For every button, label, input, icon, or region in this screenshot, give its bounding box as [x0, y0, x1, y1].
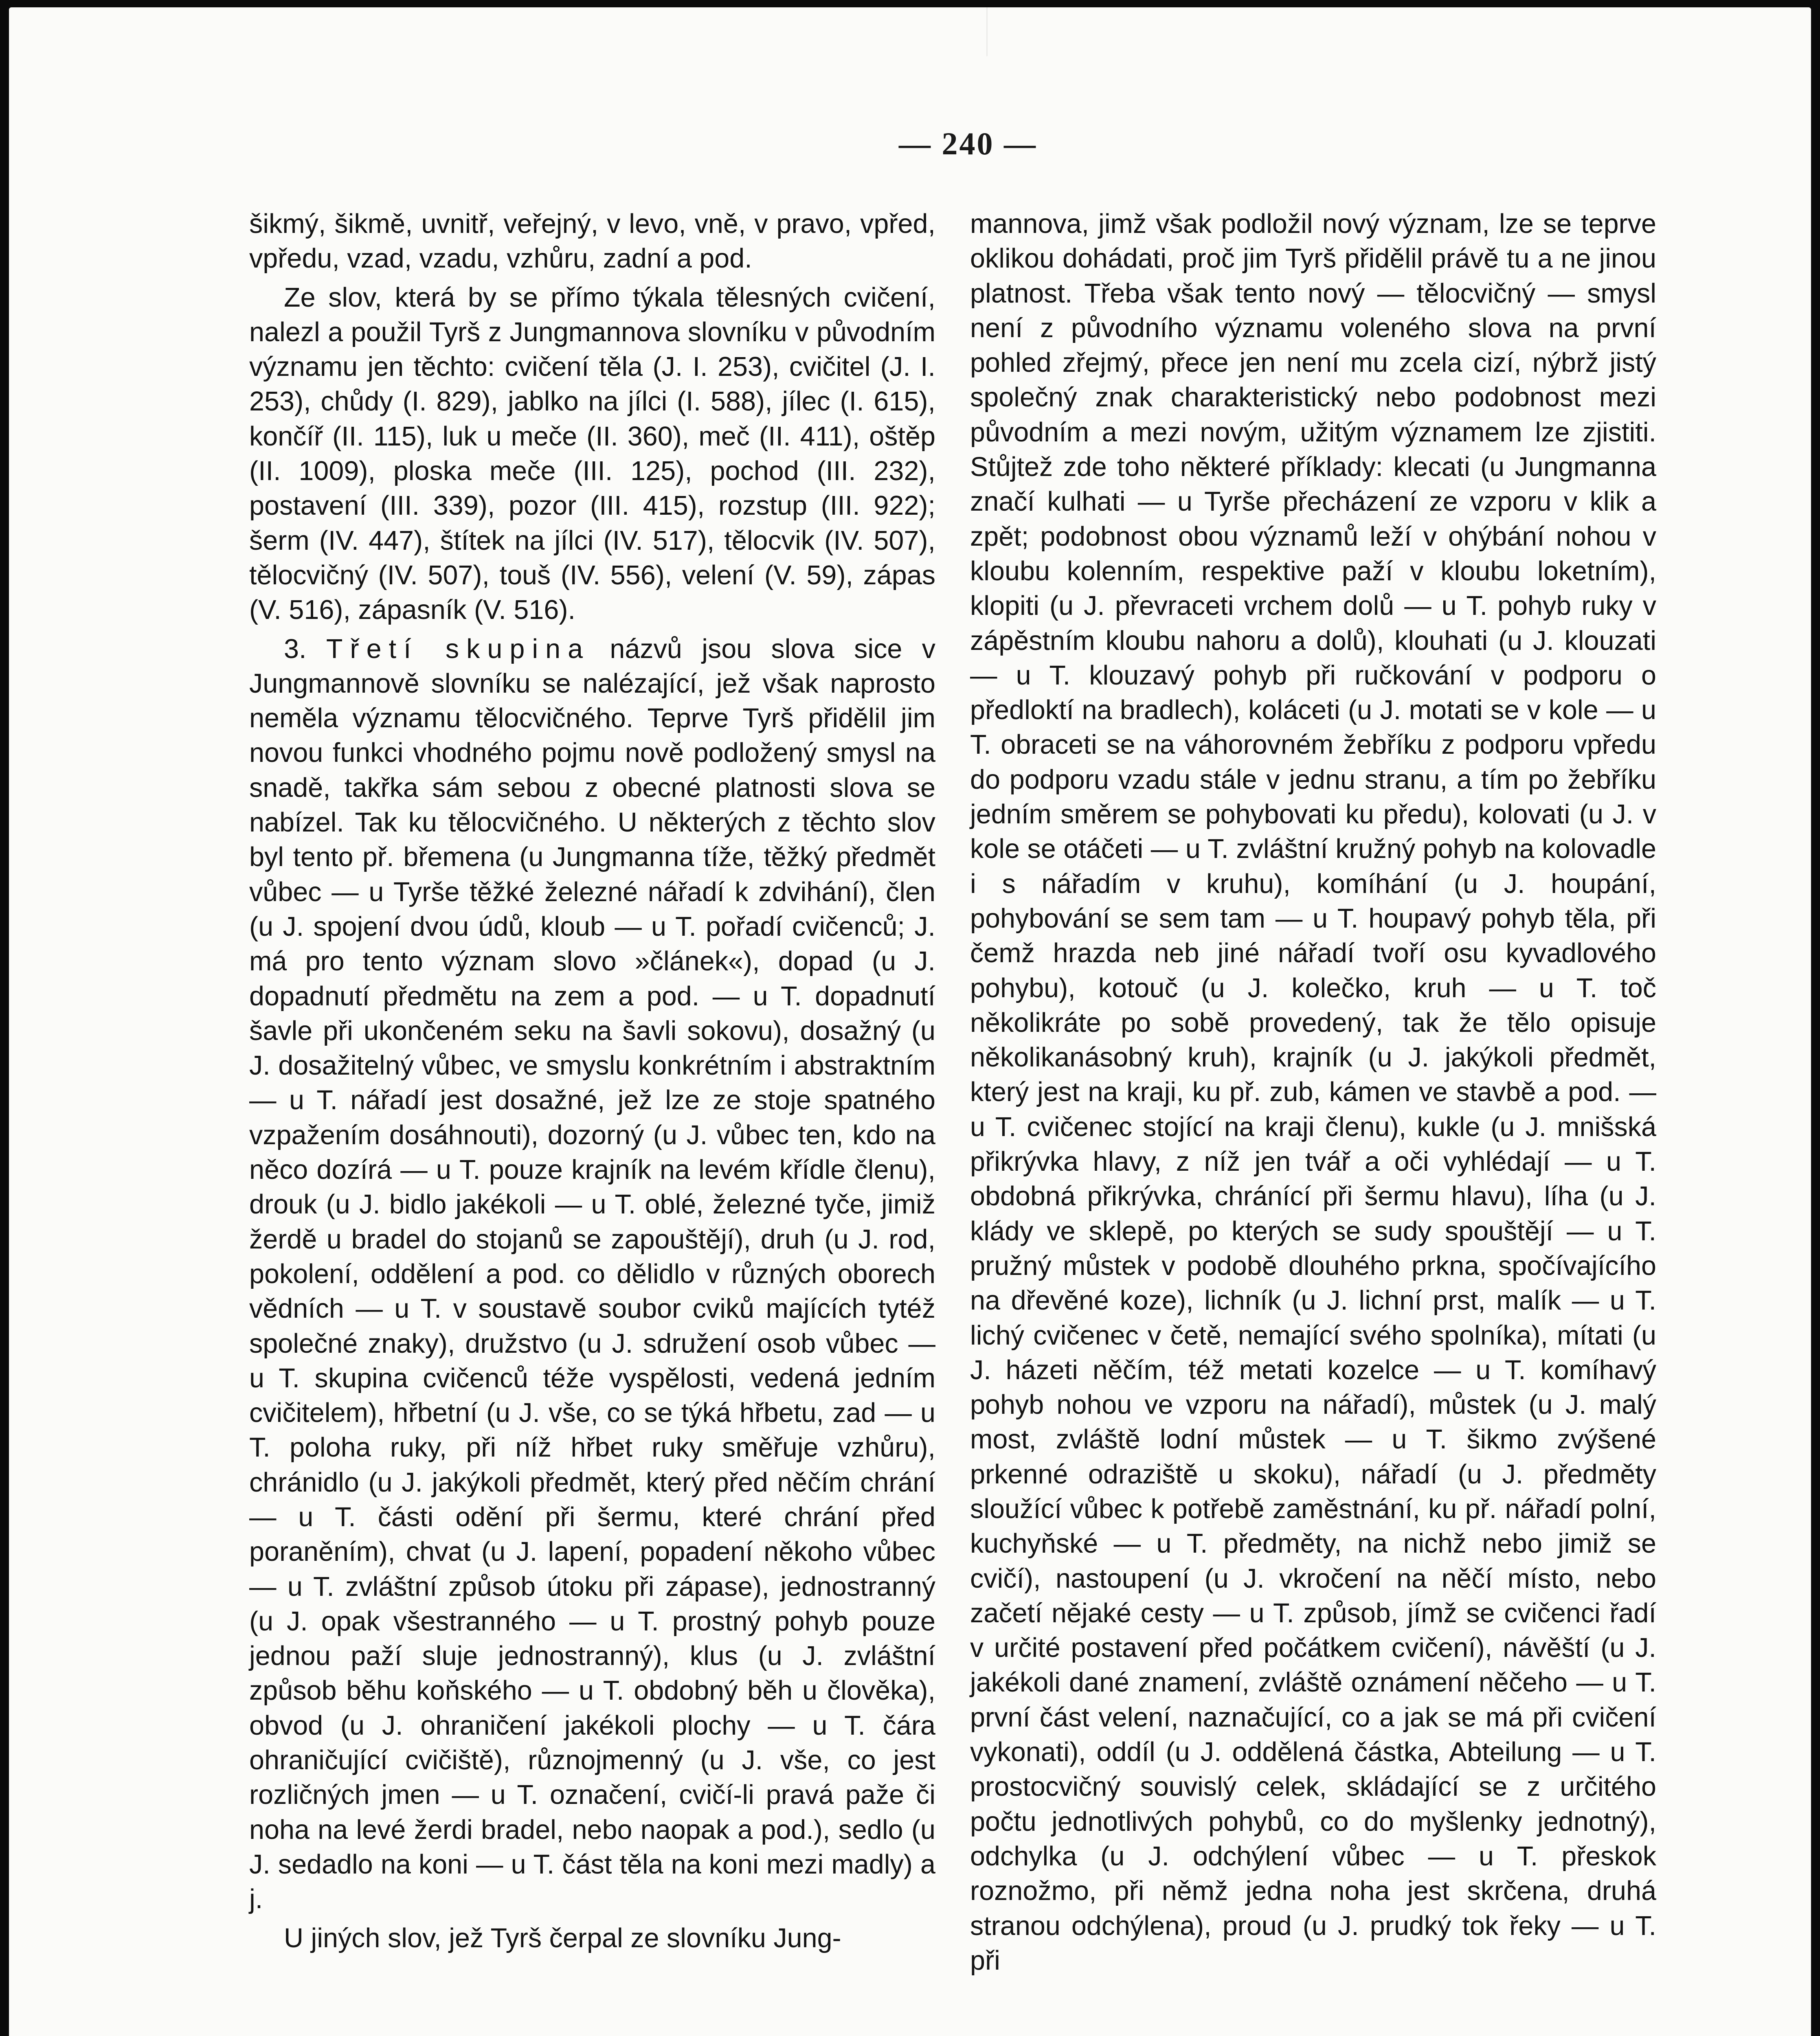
page-number: — 240 —: [899, 126, 1037, 161]
left-paragraph-4: U jiných slov, jež Tyrš čerpal ze slovníku Jung-: [284, 1923, 841, 1953]
section-body: názvů jsou slova sice v Jungmannově slovníku se nalézající, jež však naprosto neměla významu tělocvičného. Teprve Tyrš přidělil jim novou funkci vhodného pojmu nově podložený smysl na snadě, takřka sám sebou z obecné platnosti slova se nabízel. Tak ku tělocvičného. U některých z těchto slov byl tento př. břemena (u Jungmanna tíže, těžký předmět vůbec — u Tyrše těžké železné nářadí k zdvihání), člen (u J. spojení dvou údů, kloub — u T. pořadí cvičenců; J. má pro tento význam slovo »článek«), dopad (u J. dopadnutí předmětu na zem a pod. — u T. dopadnutí šavle při ukončeném seku na šavli sokovu), dosažný (u J. dosažitelný vůbec, ve smyslu konkrétním i abstraktním — u T. nářadí jest dosažné, jež lze ze stoje spatného vzpažením dosáhnouti), dozorný (u J. vůbec ten, kdo na něco dozírá — u T. pouze krajník na levém křídle členu), drouk (u J. bidlo jakékoli — u T. oblé, železné tyče, jimiž žerdě u bradel do stojanů se zapouštějí), druh (u J. rod, pokolení, oddělení a pod. co dělidlo v různých oborech vědních — u T. v soustavě soubor cviků majících tytéž společné znaky), družstvo (u J. sdružení osob vůbec — u T. skupina cvičenců téže vyspělosti, vedená jedním cvičitelem), hřbetní (u J. vše, co se týká hřbetu, zad — u T. poloha ruky, při níž hřbet ruky směřuje vzhůru), chránidlo (u J. jakýkoli předmět, který před něčím chrání — u T. části odění při šermu, které chrání před poraněním), chvat (u J. lapení, popadení někoho vůbec — u T. zvláštní způsob útoku při zápase), jednostranný (u J. opak všestranného — u T. prostný pohyb pouze jednou paží sluje jednostranný), klus (u J. zvláštní způsob běhu koňského — u T. obdobný běh u člověka), obvod (u J. ohraničení jakékoli plochy — u T. čára ohraničující cvičiště), různojmenný (u J. vše, co jest rozličných jmen — u T. označení, cvičí-li pravá paže či noha na levé žerdi bradel, nebo naopak a pod.), sedlo (u J. sedadlo na koni — u T. část těla na koni mezi madly) a j.: [249, 634, 935, 1915]
section-number: 3.: [284, 634, 307, 664]
section-heading: Třetí skupina: [326, 634, 591, 664]
left-paragraph-2: Ze slov, která by se přímo týkala tělesných cvičení, nalezl a použil Tyrš z Jungmannova slovníku v původním významu jen těchto: cvičení těla (J. I. 253), cvičitel (J. I. 253), chůdy (I. 829), jablko na jílci (I. 588), jílec (I. 615), končíř (II. 115), luk u meče (II. 360), meč (II. 411), oštěp (II. 1009), ploska meče (III. 125), pochod (III. 232), postavení (III. 339), pozor (III. 415), rozstup (III. 922); šerm (IV. 447), štítek na jílci (IV. 517), tělocvik (IV. 507), tělocvičný (IV. 507), touš (IV. 556), velení (V. 59), zápas (V. 516), zápasník (V. 516).: [249, 282, 935, 625]
left-paragraph-1: šikmý, šikmě, uvnitř, veřejný, v levo, vně, v pravo, vpřed, vpředu, vzad, vzadu, vzhůru, zadní a pod.: [249, 209, 935, 274]
scanned-page: [9, 7, 1811, 2036]
right-paragraph-1: mannova, jimž však podložil nový význam, lze se teprve oklikou dohádati, proč jim Tyrš přidělil právě tu a ne jinou platnost. Třeba však tento nový — tělocvičný — smysl není z původního významu voleného slova na první pohled zřejmý, přece jen není mu zcela cizí, nýbrž jistý společný znak charakteristický nebo podobnost mezi původním a mezi novým, užitým významem lze zjistiti. Stůjtež zde toho některé příklady: klecati (u Jungmanna značí kulhati — u Tyrše přecházení ze vzporu v klik a zpět; podobnost obou významů leží v ohýbání nohou v kloubu kolenním, respektive paží v kloubu loketním), klopiti (u J. převraceti vrchem dolů — u T. pohyb ruky v zápěstním kloubu nahoru a dolů), klouhati (u J. klouzati — u T. klouzavý pohyb při ručkování v podporu o předloktí na bradlech), koláceti (u J. motati se v kole — u T. obraceti se na váhorovném žebříku z podporu vpředu do podporu vzadu stále v jednu stranu, a tím po žebříku jedním směrem se pohybovati ku předu), kolovati (u J. v kole se otáčeti — u T. zvláštní kružný pohyb na kolovadle i s nářadím v kruhu), komíhání (u J. houpání, pohybování se sem tam — u T. houpavý pohyb těla, při čemž hrazda neb jiné nářadí tvoří osu kyvadlového pohybu), kotouč (u J. kolečko, kruh — u T. toč několikráte po sobě provedený, tak že tělo opisuje několikanásobný kruh), krajník (u J. jakýkoli předmět, který jest na kraji, ku př. zub, kámen ve stavbě a pod. — u T. cvičenec stojící na kraji členu), kukle (u J. mnišská přikrývka hlavy, z níž jen tvář a oči vyhlédají — u T. obdobná přikrývka, chránící při šermu hlavu), líha (u J. klády ve sklepě, po kterých se sudy spouštějí — u T. pružný můstek v podobě dlouhého prkna, spočívajícího na dřevěné koze), lichník (u J. lichní prst, malík — u T. lichý cvičenec v četě, nemající svého spolníka), mítati (u J. házeti něčím, též metati kozelce — u T. komíhavý pohyb nohou ve vzporu na nářadí), můstek (u J. malý most, zvláště lodní můstek — u T. šikmo zvýšené prkenné odraziště u skoku), nářadí (u J. předměty sloužící vůbec k potřebě zaměstnání, ku př. nářadí polní, kuchyňské — u T. předměty, na nichž nebo jimiž se cvičí), nastoupení (u J. vkročení na něčí místo, nebo začetí nějaké cesty — u T. způsob, jímž se cvičenci řadí v určité postavení před počátkem cvičení), návěští (u J. jakékoli dané znamení, zvláště oznámení něčeho — u T. první část velení, naznačující, co a jak se má při cvičení vykonati), oddíl (u J. oddělená částka, Abteilung — u T. prostocvičný souvislý celek, skládající se z určitého počtu jednotlivých pohybů, co do myšlenky jednotný), odchylka (u J. odchýlení vůbec — u T. přeskok roznožmo, při němž jedna noha jest skrčena, druhá stranou odchýlena), proud (u J. prudký tok řeky — u T. při: [970, 209, 1656, 1976]
left-paragraph-3: [249, 632, 935, 1917]
right-column: [970, 207, 1656, 1978]
page-crease: [986, 7, 988, 56]
left-column: [249, 207, 935, 1956]
